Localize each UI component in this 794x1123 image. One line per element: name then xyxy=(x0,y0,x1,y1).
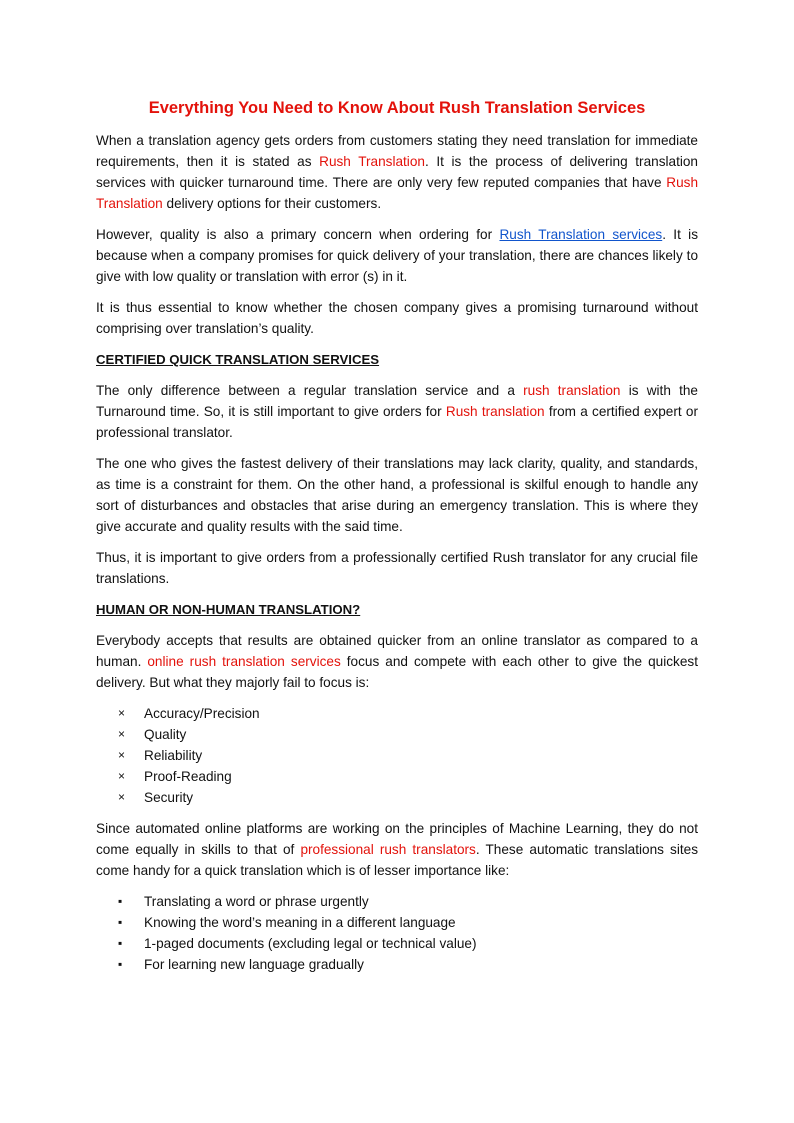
list-item xyxy=(96,912,698,933)
list-item xyxy=(96,954,698,975)
text-run: focus and compete with each other to give the quickest delivery. But what they majorly fail to focus is: xyxy=(96,654,698,690)
list-item-text: For learning new language gradually xyxy=(144,957,364,972)
text-run: Everybody accepts that results are obtained quicker from an online translator as compared to a human. xyxy=(96,633,698,669)
text-run: It is thus essential to know whether the chosen company gives a promising turnaround without comprising over translation’s quality. xyxy=(96,300,698,336)
text-run: When a translation agency gets orders from customers stating they need translation for immediate requirements, then it is stated as xyxy=(96,133,698,169)
list-item-text: 1-paged documents (excluding legal or technical value) xyxy=(144,936,477,951)
text-run: Since automated online platforms are working on the principles of Machine Learning, they do not come equally in skills to that of xyxy=(96,821,698,857)
text-run: is with the Turnaround time. So, it is still important to give orders for xyxy=(96,383,698,419)
list-item xyxy=(96,787,698,808)
text-run: delivery options for their customers. xyxy=(162,196,382,211)
text-run: The only difference between a regular translation service and a xyxy=(96,383,524,398)
paragraph xyxy=(96,818,698,881)
bullet-list xyxy=(96,891,698,975)
list-item xyxy=(96,891,698,912)
section-heading: CERTIFIED QUICK TRANSLATION SERVICES xyxy=(96,352,380,367)
list-item-text: Translating a word or phrase urgently xyxy=(144,894,369,909)
highlighted-keyword: online rush translation services xyxy=(147,654,341,669)
square-bullet-icon: ▪ xyxy=(118,936,123,950)
text-run: Thus, it is important to give orders from a professionally certified Rush translator for any crucial file translations. xyxy=(96,550,698,586)
section-heading: HUMAN OR NON-HUMAN TRANSLATION? xyxy=(96,602,361,617)
cross-bullet-icon: × xyxy=(118,706,126,720)
list-item-text: Knowing the word’s meaning in a different language xyxy=(144,915,456,930)
highlighted-keyword: Rush Translation xyxy=(96,175,698,211)
list-item-text: Reliability xyxy=(144,748,203,763)
square-bullet-icon: ▪ xyxy=(118,894,123,908)
highlighted-keyword: professional rush translators xyxy=(300,842,476,857)
paragraph xyxy=(96,224,698,287)
text-run: . It is because when a company promises for quick delivery of your translation, there are chances likely to give with low quality or translation with error (s) in it. xyxy=(96,227,699,284)
list-item xyxy=(96,766,698,787)
paragraph xyxy=(96,630,698,693)
cross-bullet-icon: × xyxy=(118,790,126,804)
text-run: from a certified expert or professional translator. xyxy=(96,404,698,440)
text-run: . These automatic translations sites come handy for a quick translation which is of lesser importance like: xyxy=(96,842,698,878)
list-item xyxy=(96,724,698,745)
bullet-list xyxy=(96,703,698,808)
rush-translation-services-link[interactable]: Rush Translation services xyxy=(499,227,663,242)
cross-bullet-icon: × xyxy=(118,748,126,762)
paragraph xyxy=(96,547,698,589)
text-run: The one who gives the fastest delivery of their translations may lack clarity, quality, and standards, as time is a constraint for them. On the other hand, a professional is skilful enough to handle any sort of disturbances and obstacles that arise during an emergency translation. This is where they give accurate and quality results with the said time. xyxy=(96,456,698,534)
highlighted-keyword: Rush Translation xyxy=(319,154,425,169)
paragraph xyxy=(96,453,698,537)
list-item-text: Accuracy/Precision xyxy=(144,706,260,721)
text-run: . It is the process of delivering translation services with quicker turnaround time. There are only very few reputed companies that have xyxy=(96,154,698,190)
list-item-text: Quality xyxy=(144,727,187,742)
list-item-text: Proof-Reading xyxy=(144,769,232,784)
square-bullet-icon: ▪ xyxy=(118,957,123,971)
list-item xyxy=(96,745,698,766)
cross-bullet-icon: × xyxy=(118,769,126,783)
list-item xyxy=(96,703,698,724)
list-item-text: Security xyxy=(144,790,194,805)
highlighted-keyword: Rush translation xyxy=(445,404,545,419)
paragraph xyxy=(96,130,698,214)
list-item xyxy=(96,933,698,954)
paragraph xyxy=(96,297,698,339)
square-bullet-icon: ▪ xyxy=(118,915,123,929)
paragraph xyxy=(96,380,698,443)
document-title: Everything You Need to Know About Rush Translation Services xyxy=(148,99,646,117)
document-page xyxy=(96,96,698,985)
highlighted-keyword: rush translation xyxy=(523,383,621,398)
text-run: However, quality is also a primary concern when ordering for xyxy=(96,227,500,242)
document-body xyxy=(96,130,698,975)
cross-bullet-icon: × xyxy=(118,727,126,741)
